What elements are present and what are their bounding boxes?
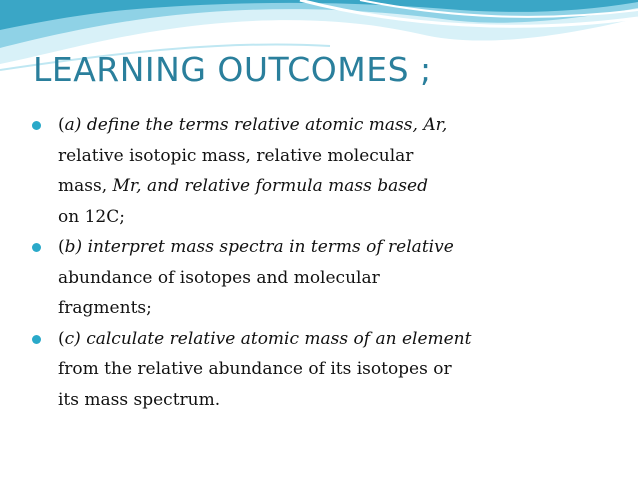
slide-title: LEARNING OUTCOMES ; [33, 50, 432, 89]
outcome-line: (b) interpret mass spectra in terms of relative [58, 237, 454, 257]
outcome-line: its mass spectrum. [58, 389, 221, 410]
outcome-item-a [30, 110, 610, 232]
outcome-line: (a) define the terms relative atomic mass, Ar, [58, 115, 448, 135]
outcome-line: fragments; [58, 298, 152, 318]
outcome-label: a [64, 115, 75, 135]
bullet-icon [32, 335, 41, 344]
outcome-line: abundance of isotopes and molecular [58, 267, 380, 288]
outcome-line: mass, Mr, and relative formula mass based [58, 176, 428, 196]
outcome-line: (c) calculate relative atomic mass of an element [58, 328, 472, 349]
outcome-item-c [30, 324, 610, 416]
outcome-line: relative isotopic mass, relative molecular [58, 145, 414, 166]
outcome-line: from the relative abundance of its isotopes or [58, 359, 452, 379]
outcome-label: b [64, 237, 76, 257]
outcome-item-b [30, 232, 610, 324]
outcome-line: on 12C; [58, 206, 125, 227]
bullet-icon [32, 121, 41, 130]
outcomes-list [30, 110, 610, 415]
bullet-icon [32, 243, 41, 252]
outcome-label: c [64, 328, 75, 349]
